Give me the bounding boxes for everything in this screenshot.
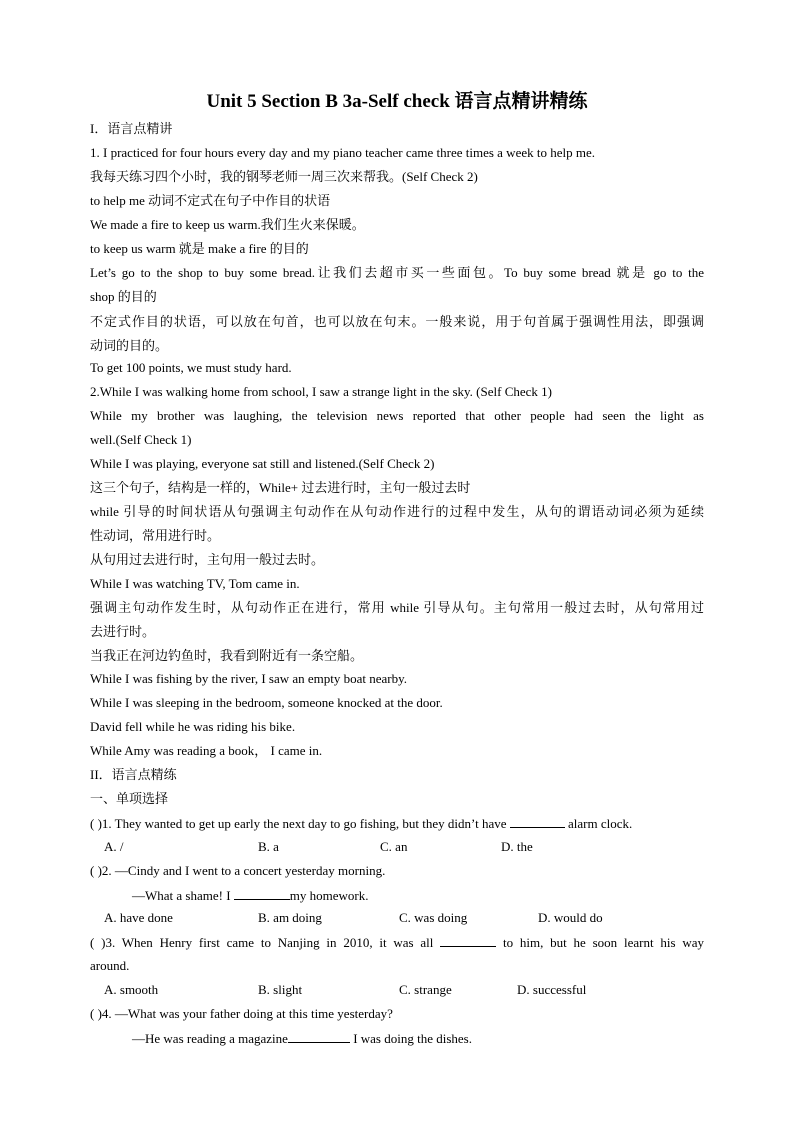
option-c: C. an: [380, 839, 408, 854]
answer-blank[interactable]: [440, 934, 496, 947]
answer-paren[interactable]: ( ): [90, 935, 106, 950]
option-d: D. successful: [517, 982, 587, 997]
option-b: B. am doing: [258, 910, 322, 925]
question-4: [90, 1006, 704, 1022]
question-2-response: [132, 887, 369, 904]
question-3: [90, 934, 704, 951]
text-line: 这三个句子，结构是一样的，While+ 过去进行时，主句一般过去时: [90, 480, 471, 495]
text-line: to keep us warm 就是 make a fire 的目的: [90, 241, 309, 256]
text-line: 1. I practiced for four hours every day and my piano teacher came three times a week to help me.: [90, 145, 595, 160]
text-line: David fell while he was riding his bike.: [90, 719, 296, 734]
text-line: To get 100 points, we must study hard.: [90, 360, 292, 375]
section2-heading: II．语言点精练: [90, 767, 177, 782]
text-line: While I was watching TV, Tom came in.: [90, 576, 300, 591]
answer-blank[interactable]: [510, 815, 565, 828]
question-stem-end: to him, but he soon learnt his way: [496, 935, 704, 950]
question-2: [90, 863, 704, 879]
option-c: C. was doing: [399, 910, 468, 925]
text-line: 当我正在河边钓鱼时，我看到附近有一条空船。: [90, 648, 364, 663]
text-line: While my brother was laughing, the television news reported that other people had seen the light as: [90, 408, 704, 423]
text-line: 从句用过去进行时，主句用一般过去时。: [90, 552, 325, 567]
text-line: While I was playing, everyone sat still and listened.(Self Check 2): [90, 456, 435, 471]
response-text: —What a shame! I: [132, 888, 234, 903]
answer-blank[interactable]: [234, 887, 290, 900]
text-line: 动词的目的。: [90, 338, 169, 353]
option-a: A. smooth: [104, 982, 159, 997]
option-b: B. a: [258, 839, 279, 854]
question-stem: 3. When Henry first came to Nanjing in 2010, it was all: [105, 935, 441, 950]
question-stem: 1. They wanted to get up early the next day to go fishing, but they didn’t have: [101, 816, 510, 831]
text-line: 去进行时。: [90, 624, 156, 639]
text-line: 性动词，常用进行时。: [90, 528, 221, 543]
response-text-end: my homework.: [289, 888, 369, 903]
section1-heading: I．语言点精讲: [90, 121, 173, 136]
answer-paren[interactable]: ( ): [90, 863, 102, 878]
text-line: While Amy was reading a book， I came in.: [90, 743, 323, 758]
answer-paren[interactable]: ( ): [90, 1006, 102, 1021]
text-line: 我每天练习四个小时，我的钢琴老师一周三次来帮我。(Self Check 2): [90, 169, 478, 184]
question-3-continuation: around.: [90, 958, 130, 973]
text-line: well.(Self Check 1): [90, 432, 192, 447]
question-1: [90, 815, 704, 832]
response-text: —He was reading a magazine: [132, 1031, 288, 1046]
text-line: While I was sleeping in the bedroom, someone knocked at the door.: [90, 695, 443, 710]
text-line: 2.While I was walking home from school, I saw a strange light in the sky. (Self Check 1): [90, 384, 552, 399]
text-line: 强调主句动作发生时，从句动作正在进行，常用 while 引导从句。主句常用一般过去时，从句常用过: [90, 600, 704, 615]
text-line: We made a fire to keep us warm.我们生火来保暖。: [90, 217, 365, 232]
text-line: 不定式作目的状语，可以放在句首，也可以放在句末。一般来说，用于句首属于强调性用法，即强调: [90, 314, 704, 329]
page-title: Unit 5 Section B 3a-Self check 语言点精讲精练: [206, 91, 588, 112]
option-a: A. have done: [104, 910, 173, 925]
text-line: while 引导的时间状语从句强调主句动作在从句动作进行的过程中发生，从句的谓语动词必须为延续: [90, 504, 704, 519]
answer-paren[interactable]: ( ): [90, 816, 102, 831]
text-line: Let’s go to the shop to buy some bread.让我们去超市买一些面包。To buy some bread 就是 go to the: [90, 265, 704, 280]
question-4-response: [132, 1030, 472, 1047]
section2-subheading: 一、单项选择: [90, 791, 169, 806]
question-stem-end: alarm clock.: [564, 816, 633, 831]
question-stem: 2. —Cindy and I went to a concert yesterday morning.: [101, 863, 386, 878]
option-d: D. would do: [538, 910, 603, 925]
answer-blank[interactable]: [288, 1030, 350, 1043]
option-b: B. slight: [258, 982, 303, 997]
response-text-end: I was doing the dishes.: [349, 1031, 472, 1046]
text-line: While I was fishing by the river, I saw an empty boat nearby.: [90, 671, 408, 686]
option-d: D. the: [501, 839, 533, 854]
question-stem: 4. —What was your father doing at this time yesterday?: [101, 1006, 393, 1021]
option-a: A. /: [104, 839, 124, 854]
option-c: C. strange: [399, 982, 452, 997]
text-line: shop 的目的: [90, 289, 157, 304]
text-line: to help me 动词不定式在句子中作目的状语: [90, 193, 331, 208]
